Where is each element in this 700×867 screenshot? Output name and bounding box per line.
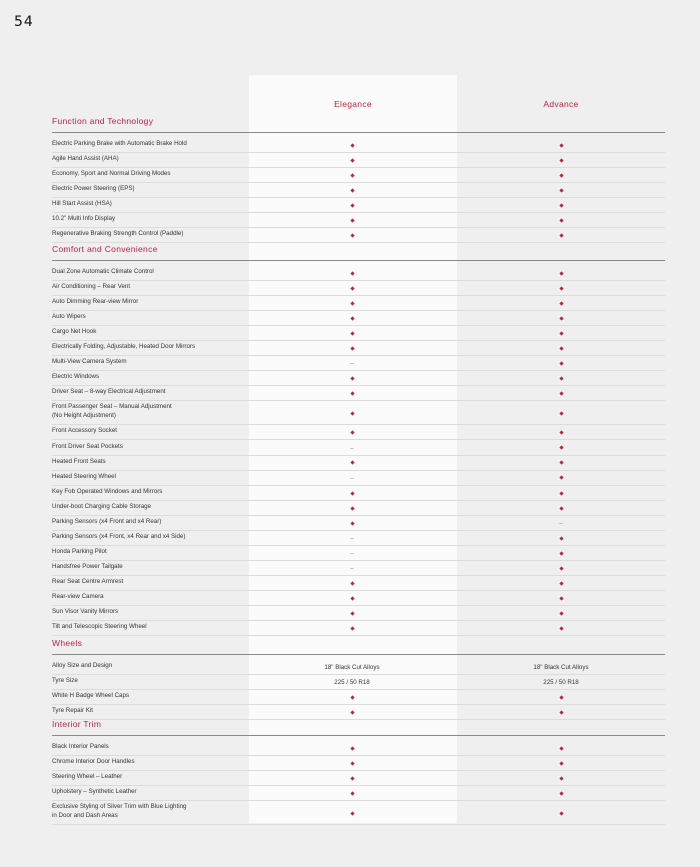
included-dot-icon	[559, 188, 563, 192]
included-dot-icon	[559, 158, 563, 162]
included-dot-icon	[559, 173, 563, 177]
page-number: 54	[14, 14, 34, 30]
included-dot-icon	[559, 536, 563, 540]
spec-label: Auto Wipers	[52, 313, 86, 321]
spec-label: Parking Sensors (x4 Front, x4 Rear and x4 Side)	[52, 532, 186, 540]
spec-label: Chrome Interior Door Handles	[52, 758, 135, 766]
spec-label: Steering Wheel – Leather	[52, 773, 123, 781]
included-dot-icon	[521, 744, 601, 753]
spec-row	[52, 280, 665, 296]
included-dot-icon	[350, 626, 354, 630]
included-dot-icon	[350, 761, 354, 765]
included-dot-icon	[312, 284, 392, 293]
spec-label: Front Passenger Seat – Manual Adjustment (No Height Adjustment)	[52, 403, 172, 420]
section-rule	[52, 654, 665, 655]
spec-label: White H Badge Wheel Caps	[52, 692, 130, 700]
included-dot-icon	[521, 269, 601, 278]
included-dot-icon	[521, 609, 601, 618]
included-dot-icon	[350, 188, 354, 192]
included-dot-icon	[350, 219, 354, 223]
included-dot-icon	[350, 173, 354, 177]
spec-label: Dual Zone Automatic Climate Control	[52, 268, 154, 275]
spec-label: Economy, Sport and Normal Driving Modes	[52, 170, 171, 178]
spec-label: Black Interior Panels	[52, 743, 109, 750]
spec-row	[52, 740, 665, 756]
included-dot-icon	[312, 171, 392, 180]
included-dot-icon	[350, 521, 354, 525]
spec-label: Electrically Folding, Adjustable, Heated Door Mirrors	[52, 343, 196, 351]
spec-row	[52, 560, 665, 576]
included-dot-icon	[521, 444, 601, 453]
included-dot-icon	[521, 693, 601, 702]
included-dot-icon	[559, 811, 563, 815]
included-dot-icon	[312, 201, 392, 210]
spec-row	[52, 370, 665, 386]
included-dot-icon	[521, 156, 601, 165]
spec-label: Tilt and Telescopic Steering Wheel	[52, 623, 147, 631]
spec-label: Key Fob Operated Windows and Mirrors	[52, 487, 163, 495]
included-dot-icon	[521, 171, 601, 180]
column-header-elegance: Elegance	[334, 99, 372, 109]
included-dot-icon	[350, 461, 354, 465]
included-dot-icon	[312, 594, 392, 603]
spec-row	[52, 424, 665, 440]
included-dot-icon	[559, 446, 563, 450]
included-dot-icon	[312, 299, 392, 308]
spec-row	[52, 400, 665, 425]
spec-row	[52, 325, 665, 341]
included-dot-icon	[559, 596, 563, 600]
included-dot-icon	[521, 186, 601, 195]
spec-label: Cargo Net Hook	[52, 328, 97, 336]
spec-row	[52, 167, 665, 183]
included-dot-icon	[312, 519, 392, 528]
not-available-dash: –	[350, 474, 354, 482]
spec-row	[52, 590, 665, 606]
spec-row	[52, 310, 665, 326]
included-dot-icon	[559, 143, 563, 147]
included-dot-icon	[312, 693, 392, 702]
not-available-dash: –	[559, 519, 563, 527]
spec-value: 225 / 50 R18	[334, 679, 370, 687]
included-dot-icon	[559, 581, 563, 585]
spec-row	[52, 385, 665, 401]
included-dot-icon	[559, 776, 563, 780]
included-dot-icon	[312, 314, 392, 323]
spec-label: Regenerative Braking Strength Control (Paddle)	[52, 230, 184, 238]
spec-row	[52, 485, 665, 501]
included-dot-icon	[312, 759, 392, 768]
included-dot-icon	[559, 710, 563, 714]
included-dot-icon	[521, 789, 601, 798]
included-dot-icon	[312, 579, 392, 588]
included-dot-icon	[350, 301, 354, 305]
spec-row	[52, 530, 665, 546]
spec-row	[52, 440, 665, 456]
spec-label: 10.2" Multi Info Display	[52, 215, 116, 223]
included-dot-icon	[350, 143, 354, 147]
spec-row	[52, 182, 665, 198]
section-title: Wheels	[52, 638, 83, 648]
included-dot-icon	[350, 506, 354, 510]
included-dot-icon	[559, 347, 563, 351]
included-dot-icon	[521, 504, 601, 513]
included-dot-icon	[312, 156, 392, 165]
included-dot-icon	[350, 411, 354, 415]
spec-row	[52, 295, 665, 311]
spec-row	[52, 152, 665, 168]
included-dot-icon	[312, 186, 392, 195]
spec-label: Multi-View Camera System	[52, 358, 127, 366]
spec-row	[52, 265, 665, 281]
included-dot-icon	[350, 811, 354, 815]
included-dot-icon	[350, 203, 354, 207]
spec-row	[52, 620, 665, 636]
included-dot-icon	[350, 611, 354, 615]
not-available-dash: –	[350, 564, 354, 572]
included-dot-icon	[350, 158, 354, 162]
section-title: Function and Technology	[52, 116, 154, 126]
included-dot-icon	[559, 219, 563, 223]
section-rule	[52, 735, 665, 736]
spec-row	[52, 800, 665, 825]
spec-label: Heated Steering Wheel	[52, 472, 116, 480]
included-dot-icon	[312, 409, 392, 418]
spec-label: Tyre Size	[52, 677, 78, 685]
included-dot-icon	[312, 231, 392, 240]
spec-row	[52, 137, 665, 153]
spec-label: Exclusive Styling of Silver Trim with Blue Lighting in Door and Dash Areas	[52, 803, 187, 820]
spec-row	[52, 605, 665, 621]
spec-row	[52, 659, 665, 675]
spec-label: Honda Parking Pilot	[52, 547, 107, 555]
included-dot-icon	[312, 374, 392, 383]
spec-label: Electric Windows	[52, 373, 100, 381]
included-dot-icon	[521, 374, 601, 383]
included-dot-icon	[350, 234, 354, 238]
spec-label: Handsfree Power Tailgate	[52, 562, 123, 570]
spec-label: Alloy Size and Design	[52, 662, 113, 669]
spec-row	[52, 515, 665, 531]
spec-label: Electric Power Steering (EPS)	[52, 185, 135, 193]
included-dot-icon	[312, 269, 392, 278]
included-dot-icon	[521, 284, 601, 293]
included-dot-icon	[521, 474, 601, 483]
included-dot-icon	[350, 491, 354, 495]
spec-label: Auto Dimming Rear-view Mirror	[52, 298, 139, 306]
included-dot-icon	[312, 504, 392, 513]
included-dot-icon	[521, 201, 601, 210]
included-dot-icon	[312, 459, 392, 468]
included-dot-icon	[559, 286, 563, 290]
spec-label: Tyre Repair Kit	[52, 707, 93, 715]
spec-row	[52, 470, 665, 486]
section-title: Comfort and Convenience	[52, 244, 158, 254]
column-header-advance: Advance	[543, 99, 579, 109]
included-dot-icon	[559, 431, 563, 435]
included-dot-icon	[559, 791, 563, 795]
included-dot-icon	[312, 708, 392, 717]
not-available-dash: –	[350, 444, 354, 452]
included-dot-icon	[350, 596, 354, 600]
included-dot-icon	[350, 791, 354, 795]
included-dot-icon	[312, 489, 392, 498]
spec-label: Electric Parking Brake with Automatic Brake Hold	[52, 140, 187, 147]
spec-label: Upholstery – Synthetic Leather	[52, 788, 137, 796]
included-dot-icon	[521, 299, 601, 308]
spec-label: Agile Hand Assist (AHA)	[52, 155, 119, 163]
included-dot-icon	[521, 624, 601, 633]
included-dot-icon	[559, 203, 563, 207]
included-dot-icon	[559, 362, 563, 366]
included-dot-icon	[312, 774, 392, 783]
included-dot-icon	[559, 271, 563, 275]
spec-label: Sun Visor Vanity Mirrors	[52, 608, 119, 616]
spec-row	[52, 227, 665, 243]
spec-label: Air Conditioning – Rear Vent	[52, 283, 131, 291]
included-dot-icon	[521, 459, 601, 468]
included-dot-icon	[521, 428, 601, 437]
included-dot-icon	[559, 695, 563, 699]
spec-label: Parking Sensors (x4 Front and x4 Rear)	[52, 517, 162, 525]
spec-row	[52, 340, 665, 356]
section-rule	[52, 260, 665, 261]
not-available-dash: –	[350, 534, 354, 542]
included-dot-icon	[559, 761, 563, 765]
included-dot-icon	[521, 774, 601, 783]
included-dot-icon	[312, 216, 392, 225]
included-dot-icon	[312, 744, 392, 753]
included-dot-icon	[521, 549, 601, 558]
included-dot-icon	[521, 329, 601, 338]
spec-row	[52, 575, 665, 591]
included-dot-icon	[521, 759, 601, 768]
spec-row	[52, 674, 665, 690]
spec-value: 225 / 50 R18	[543, 679, 579, 687]
included-dot-icon	[312, 329, 392, 338]
included-dot-icon	[350, 271, 354, 275]
spec-row	[52, 197, 665, 213]
included-dot-icon	[350, 286, 354, 290]
included-dot-icon	[521, 534, 601, 543]
spec-label: Hill Start Assist (HSA)	[52, 200, 112, 208]
spec-label: Rear Seat Centre Armrest	[52, 577, 124, 585]
included-dot-icon	[350, 392, 354, 396]
spec-row	[52, 689, 665, 705]
included-dot-icon	[350, 431, 354, 435]
included-dot-icon	[312, 809, 392, 818]
included-dot-icon	[559, 301, 563, 305]
not-available-dash: –	[350, 360, 354, 368]
section-title: Interior Trim	[52, 719, 102, 729]
included-dot-icon	[559, 611, 563, 615]
included-dot-icon	[312, 609, 392, 618]
included-dot-icon	[521, 579, 601, 588]
spec-row	[52, 785, 665, 801]
spec-label: Driver Seat – 8-way Electrical Adjustment	[52, 388, 166, 396]
included-dot-icon	[312, 389, 392, 398]
included-dot-icon	[559, 491, 563, 495]
included-dot-icon	[521, 231, 601, 240]
included-dot-icon	[350, 316, 354, 320]
included-dot-icon	[521, 594, 601, 603]
included-dot-icon	[521, 409, 601, 418]
included-dot-icon	[521, 216, 601, 225]
spec-row	[52, 755, 665, 771]
spec-row	[52, 704, 665, 720]
spec-row	[52, 355, 665, 371]
included-dot-icon	[559, 746, 563, 750]
included-dot-icon	[521, 489, 601, 498]
spec-value: 18" Black Cut Alloys	[324, 664, 380, 672]
included-dot-icon	[559, 316, 563, 320]
spec-label: Front Accessory Socket	[52, 427, 117, 435]
spec-row	[52, 500, 665, 516]
spec-label: Under-boot Charging Cable Storage	[52, 502, 152, 510]
not-available-dash: –	[350, 549, 354, 557]
included-dot-icon	[312, 789, 392, 798]
included-dot-icon	[350, 377, 354, 381]
included-dot-icon	[312, 428, 392, 437]
spec-label: Rear-view Camera	[52, 593, 104, 600]
included-dot-icon	[521, 344, 601, 353]
included-dot-icon	[312, 624, 392, 633]
included-dot-icon	[350, 581, 354, 585]
included-dot-icon	[521, 708, 601, 717]
included-dot-icon	[350, 746, 354, 750]
spec-row	[52, 545, 665, 561]
included-dot-icon	[559, 392, 563, 396]
included-dot-icon	[350, 776, 354, 780]
included-dot-icon	[559, 377, 563, 381]
included-dot-icon	[350, 331, 354, 335]
included-dot-icon	[521, 359, 601, 368]
included-dot-icon	[521, 809, 601, 818]
included-dot-icon	[350, 695, 354, 699]
spec-label: Front Driver Seat Pockets	[52, 442, 123, 450]
included-dot-icon	[559, 626, 563, 630]
spec-row	[52, 455, 665, 471]
spec-row	[52, 212, 665, 228]
included-dot-icon	[521, 389, 601, 398]
included-dot-icon	[350, 710, 354, 714]
included-dot-icon	[350, 347, 354, 351]
included-dot-icon	[559, 476, 563, 480]
included-dot-icon	[521, 141, 601, 150]
included-dot-icon	[521, 314, 601, 323]
spec-value: 18" Black Cut Alloys	[533, 664, 589, 672]
included-dot-icon	[312, 344, 392, 353]
included-dot-icon	[559, 506, 563, 510]
included-dot-icon	[559, 234, 563, 238]
section-rule	[52, 132, 665, 133]
included-dot-icon	[559, 411, 563, 415]
included-dot-icon	[559, 566, 563, 570]
spec-row	[52, 770, 665, 786]
included-dot-icon	[559, 331, 563, 335]
included-dot-icon	[312, 141, 392, 150]
included-dot-icon	[559, 461, 563, 465]
spec-label: Heated Front Seats	[52, 457, 106, 465]
included-dot-icon	[559, 551, 563, 555]
included-dot-icon	[521, 564, 601, 573]
